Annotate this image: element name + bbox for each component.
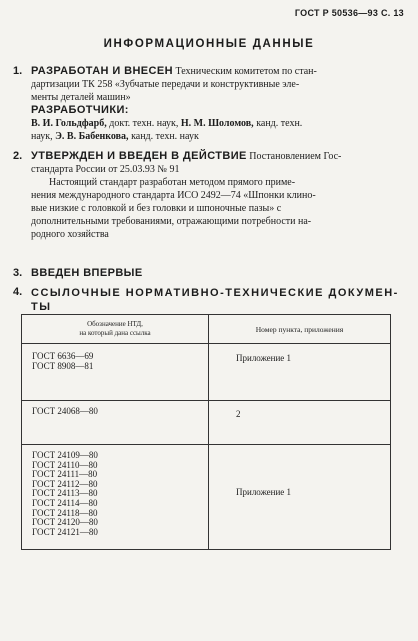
reference-cell xyxy=(209,445,391,550)
reference-value: Приложение 1 xyxy=(236,487,292,497)
text-line: дополнительными требованиями, отражающими потребности на- xyxy=(31,216,312,227)
reference-cell xyxy=(209,344,391,401)
developer-degree: докт. техн. наук, xyxy=(109,118,179,129)
text-line: менты деталей машин» xyxy=(31,92,131,103)
text-line: вые низкие с головкой и без головки и шпоночные пазы» с xyxy=(31,203,282,214)
section-2 xyxy=(13,150,405,241)
text-line: Техническим комитетом по стан- xyxy=(175,66,317,77)
document-designation: ГОСТ 24112—80 xyxy=(32,478,98,489)
reference-value: 2 xyxy=(236,409,241,419)
text-line: Постановлением Гос- xyxy=(249,151,342,162)
column-header-reference: Номер пункта, приложения xyxy=(209,315,391,344)
section-heading: РАЗРАБОТАН И ВНЕСЕН xyxy=(31,65,173,77)
section-body xyxy=(31,286,405,314)
document-designation: ГОСТ 24118—80 xyxy=(32,507,98,518)
text-line: дартизации ТК 258 «Зубчатые передачи и конструктивные эле- xyxy=(31,79,300,90)
table-header-row xyxy=(22,315,391,344)
document-cell xyxy=(22,401,209,445)
section-heading: ВВЕДЕН ВПЕРВЫЕ xyxy=(31,267,143,279)
table-row xyxy=(22,401,391,445)
document-designation: ГОСТ 24110—80 xyxy=(32,459,98,470)
section-heading: УТВЕРЖДЕН И ВВЕДЕН В ДЕЙСТВИЕ xyxy=(31,150,247,162)
section-number: 1. xyxy=(13,65,23,77)
document-designation: ГОСТ 6636—69 xyxy=(32,351,94,361)
document-cell xyxy=(22,445,209,550)
developers-heading: РАЗРАБОТЧИКИ: xyxy=(31,104,129,116)
text-line: стандарта России от 25.03.93 № 91 xyxy=(31,164,180,175)
text-line: нения международного стандарта ИСО 2492—74 «Шпонки клино- xyxy=(31,190,316,201)
column-header-document: Обозначение НТД, на который дана ссылка xyxy=(22,315,209,344)
section-number: 4. xyxy=(13,286,23,298)
section-heading-cont: ТЫ xyxy=(31,301,52,313)
page-title: ИНФОРМАЦИОННЫЕ ДАННЫЕ xyxy=(103,38,315,50)
developer-name: В. И. Гольдфарб, xyxy=(31,118,107,129)
developer-degree: канд. техн. наук xyxy=(131,131,199,142)
section-3 xyxy=(13,267,405,280)
section-heading: ССЫЛОЧНЫЕ НОРМАТИВНО-ТЕХНИЧЕСКИЕ ДОКУМЕН- xyxy=(31,287,399,299)
text-line: родного хозяйства xyxy=(31,229,109,240)
section-number: 2. xyxy=(13,150,23,162)
document-cell xyxy=(22,344,209,401)
document-designation: ГОСТ 24114—80 xyxy=(32,497,98,508)
section-body xyxy=(31,65,405,143)
reference-documents-table xyxy=(21,314,391,550)
section-body xyxy=(31,267,405,280)
developer-name: Э. В. Бабенкова, xyxy=(55,131,129,142)
text-line: Настоящий стандарт разработан методом прямого приме- xyxy=(49,177,296,188)
reference-value: Приложение 1 xyxy=(236,353,292,363)
section-4 xyxy=(13,286,405,314)
document-designation: ГОСТ 8908—81 xyxy=(32,360,94,371)
developer-degree: наук, xyxy=(31,131,53,142)
section-body xyxy=(31,150,405,241)
document-designation: ГОСТ 24068—80 xyxy=(32,406,98,416)
document-designation: ГОСТ 24120—80 xyxy=(32,517,98,528)
section-1 xyxy=(13,65,405,143)
reference-cell xyxy=(209,401,391,445)
developer-degree: канд. техн. xyxy=(256,118,303,129)
developer-name: Н. М. Шоломов, xyxy=(180,118,254,129)
running-head: ГОСТ Р 50536—93 С. 13 xyxy=(294,8,404,18)
document-designation: ГОСТ 24121—80 xyxy=(32,526,98,537)
document-designation: ГОСТ 24111—80 xyxy=(32,469,98,480)
section-number: 3. xyxy=(13,267,23,279)
table-row xyxy=(22,344,391,401)
document-designation: ГОСТ 24109—80 xyxy=(32,450,98,460)
table-row xyxy=(22,445,391,550)
document-designation: ГОСТ 24113—80 xyxy=(32,488,98,499)
